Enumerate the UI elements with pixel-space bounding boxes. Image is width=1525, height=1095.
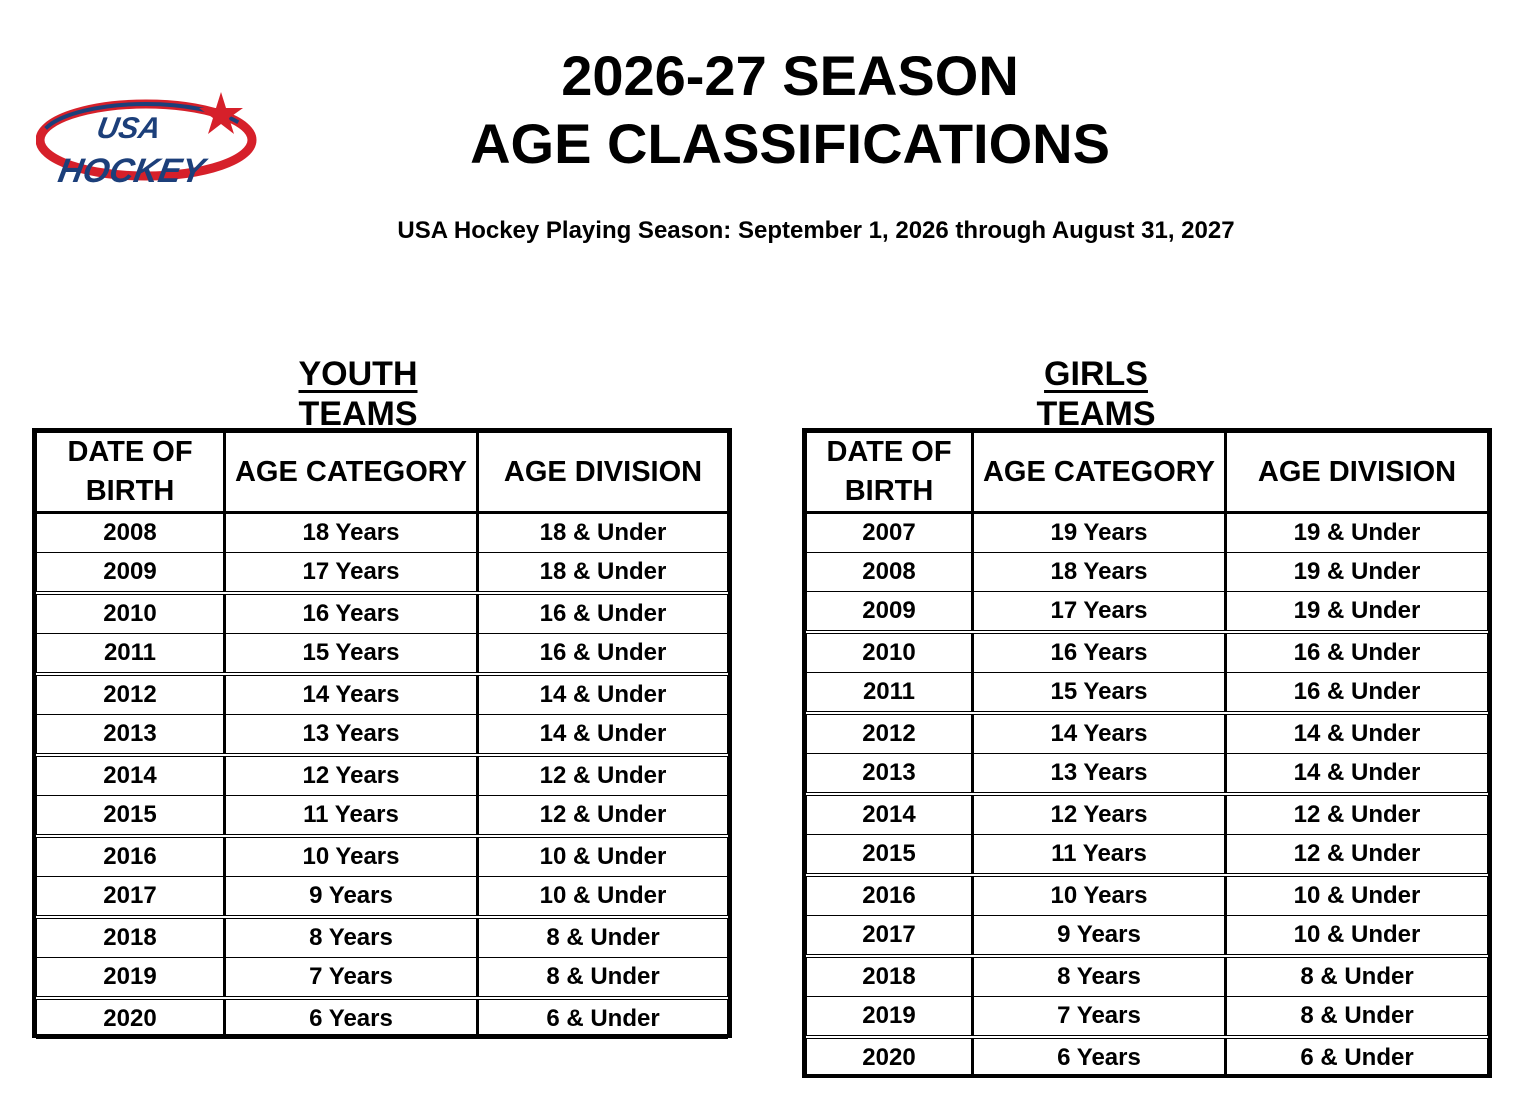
table-row (807, 553, 1488, 592)
cell-age-category: 11 Years (225, 796, 478, 837)
table-row (807, 673, 1488, 714)
cell-age-category: 12 Years (973, 794, 1226, 835)
cell-age-category: 8 Years (225, 917, 478, 958)
table-row (807, 713, 1488, 754)
column-header-date-of-birth: DATE OF BIRTH (37, 433, 225, 513)
cell-age-category: 18 Years (225, 513, 478, 553)
table-row (37, 513, 728, 553)
cell-age-division: 6 & Under (478, 998, 728, 1039)
cell-age-category: 9 Years (225, 877, 478, 918)
cell-age-division: 8 & Under (1226, 956, 1488, 997)
cell-age-division: 19 & Under (1226, 553, 1488, 592)
cell-date-of-birth: 2009 (37, 553, 225, 594)
cell-age-category: 14 Years (225, 674, 478, 715)
cell-age-category: 12 Years (225, 755, 478, 796)
cell-age-division: 14 & Under (478, 715, 728, 756)
cell-age-category: 9 Years (973, 916, 1226, 957)
cell-age-division: 8 & Under (478, 958, 728, 999)
cell-age-category: 7 Years (973, 997, 1226, 1038)
cell-date-of-birth: 2017 (807, 916, 973, 957)
table-row (807, 1037, 1488, 1078)
table-row (807, 916, 1488, 957)
table-row (807, 875, 1488, 916)
cell-date-of-birth: 2015 (807, 835, 973, 876)
cell-age-category: 6 Years (973, 1037, 1226, 1078)
cell-age-category: 10 Years (225, 836, 478, 877)
cell-age-division: 14 & Under (1226, 754, 1488, 795)
cell-age-category: 6 Years (225, 998, 478, 1039)
cell-age-category: 15 Years (973, 673, 1226, 714)
cell-date-of-birth: 2011 (37, 634, 225, 675)
girls-teams-heading: GIRLS TEAMS (1036, 355, 1156, 433)
cell-date-of-birth: 2007 (807, 513, 973, 553)
cell-age-category: 7 Years (225, 958, 478, 999)
table-row (37, 715, 728, 756)
cell-age-division: 12 & Under (478, 755, 728, 796)
cell-date-of-birth: 2015 (37, 796, 225, 837)
cell-age-division: 19 & Under (1226, 513, 1488, 553)
column-header-age-division: AGE DIVISION (1226, 433, 1488, 513)
cell-age-division: 10 & Under (1226, 916, 1488, 957)
cell-date-of-birth: 2009 (807, 592, 973, 633)
table-row (37, 836, 728, 877)
table-row (37, 917, 728, 958)
cell-age-division: 6 & Under (1226, 1037, 1488, 1078)
cell-date-of-birth: 2020 (37, 998, 225, 1039)
table-row (37, 553, 728, 594)
table-row (807, 513, 1488, 553)
cell-date-of-birth: 2011 (807, 673, 973, 714)
season-dates: USA Hockey Playing Season: September 1, 2026 through August 31, 2027 (397, 217, 1235, 244)
cell-age-division: 8 & Under (1226, 997, 1488, 1038)
cell-age-division: 12 & Under (478, 796, 728, 837)
cell-age-category: 13 Years (225, 715, 478, 756)
youth-table (32, 428, 732, 1038)
column-header-age-division: AGE DIVISION (478, 433, 728, 513)
table-row (807, 794, 1488, 835)
cell-age-division: 16 & Under (478, 593, 728, 634)
cell-date-of-birth: 2016 (37, 836, 225, 877)
cell-date-of-birth: 2008 (807, 553, 973, 592)
usa-hockey-logo (36, 88, 262, 192)
cell-age-category: 19 Years (973, 513, 1226, 553)
cell-age-category: 14 Years (973, 713, 1226, 754)
table-row (37, 674, 728, 715)
youth-teams-heading: YOUTH TEAMS (298, 355, 418, 433)
table-row (807, 835, 1488, 876)
cell-age-category: 16 Years (973, 632, 1226, 673)
table-row (37, 877, 728, 918)
cell-age-division: 8 & Under (478, 917, 728, 958)
cell-age-division: 14 & Under (1226, 713, 1488, 754)
cell-age-category: 16 Years (225, 593, 478, 634)
logo-usa-text: USA (94, 112, 164, 145)
table-row (37, 998, 728, 1039)
table-header-row (37, 433, 728, 513)
table-row (807, 956, 1488, 997)
cell-age-category: 8 Years (973, 956, 1226, 997)
cell-age-category: 10 Years (973, 875, 1226, 916)
table-row (807, 592, 1488, 633)
table-row (807, 632, 1488, 673)
cell-age-division: 16 & Under (1226, 632, 1488, 673)
cell-age-category: 15 Years (225, 634, 478, 675)
cell-date-of-birth: 2014 (807, 794, 973, 835)
cell-date-of-birth: 2017 (37, 877, 225, 918)
cell-age-division: 10 & Under (478, 877, 728, 918)
cell-date-of-birth: 2010 (807, 632, 973, 673)
cell-date-of-birth: 2008 (37, 513, 225, 553)
table-row (37, 958, 728, 999)
cell-age-division: 12 & Under (1226, 835, 1488, 876)
column-header-age-category: AGE CATEGORY (225, 433, 478, 513)
cell-date-of-birth: 2013 (807, 754, 973, 795)
cell-age-division: 18 & Under (478, 553, 728, 594)
table-row (37, 796, 728, 837)
cell-date-of-birth: 2018 (37, 917, 225, 958)
cell-age-category: 18 Years (973, 553, 1226, 592)
cell-age-division: 14 & Under (478, 674, 728, 715)
cell-date-of-birth: 2012 (37, 674, 225, 715)
cell-age-division: 10 & Under (478, 836, 728, 877)
cell-date-of-birth: 2019 (37, 958, 225, 999)
cell-date-of-birth: 2018 (807, 956, 973, 997)
page-title-line1: 2026-27 SEASON (561, 44, 1019, 107)
cell-date-of-birth: 2016 (807, 875, 973, 916)
cell-date-of-birth: 2014 (37, 755, 225, 796)
column-header-age-category: AGE CATEGORY (973, 433, 1226, 513)
cell-date-of-birth: 2019 (807, 997, 973, 1038)
cell-date-of-birth: 2013 (37, 715, 225, 756)
table-row (37, 593, 728, 634)
cell-age-category: 11 Years (973, 835, 1226, 876)
cell-age-division: 19 & Under (1226, 592, 1488, 633)
table-row (37, 634, 728, 675)
table-row (807, 997, 1488, 1038)
page-title-line2: AGE CLASSIFICATIONS (470, 112, 1110, 175)
cell-age-division: 10 & Under (1226, 875, 1488, 916)
cell-date-of-birth: 2010 (37, 593, 225, 634)
cell-age-category: 13 Years (973, 754, 1226, 795)
table-header-row (807, 433, 1488, 513)
cell-date-of-birth: 2012 (807, 713, 973, 754)
table-row (807, 754, 1488, 795)
cell-age-category: 17 Years (973, 592, 1226, 633)
cell-date-of-birth: 2020 (807, 1037, 973, 1078)
cell-age-category: 17 Years (225, 553, 478, 594)
cell-age-division: 16 & Under (1226, 673, 1488, 714)
cell-age-division: 16 & Under (478, 634, 728, 675)
cell-age-division: 12 & Under (1226, 794, 1488, 835)
girls-table (802, 428, 1492, 1078)
logo-hockey-text: HOCKEY (55, 152, 208, 190)
column-header-date-of-birth: DATE OF BIRTH (807, 433, 973, 513)
cell-age-division: 18 & Under (478, 513, 728, 553)
table-row (37, 755, 728, 796)
